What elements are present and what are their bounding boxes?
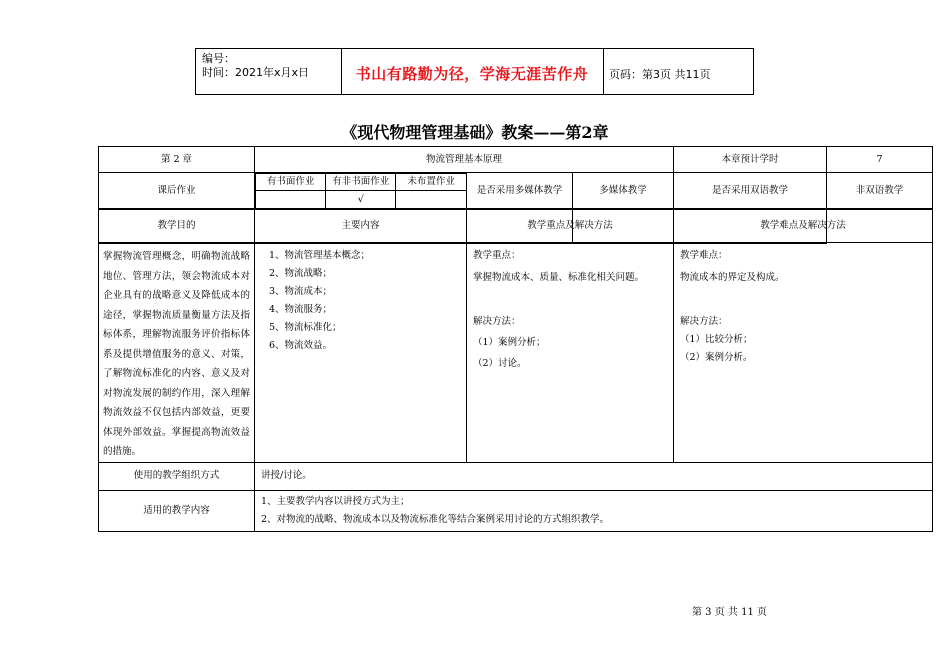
hw-written-check bbox=[256, 191, 326, 209]
hw-none-check bbox=[396, 191, 466, 209]
difficulties-header-cell: 教学难点及解决方法 bbox=[674, 209, 933, 243]
list-item: 3、物流成本； bbox=[269, 286, 333, 297]
applicable-content-lines bbox=[255, 493, 932, 529]
hw-written-option: 有书面作业 bbox=[256, 174, 326, 191]
chapter-title-cell: 物流管理基本原理 bbox=[255, 147, 674, 173]
multimedia-label-cell: 是否采用多媒体教学 bbox=[467, 173, 573, 210]
org-method-value: 讲授/讨论。 bbox=[261, 470, 312, 481]
multimedia-value-cell: 多媒体教学 bbox=[573, 173, 674, 210]
chapter-cell: 第 2 章 bbox=[99, 147, 255, 173]
lesson-plan-body bbox=[98, 208, 933, 532]
difficulties-method-heading: 解决方法： bbox=[680, 316, 728, 327]
keypoints-method-heading: 解决方法： bbox=[473, 316, 521, 327]
list-item: （1）比较分析； bbox=[680, 334, 753, 345]
list-item: 2、对物流的战略、物流成本以及物流标准化等结合案例采用讨论的方式组织教学。 bbox=[261, 513, 610, 525]
difficulties-text: 物流成本的界定及构成。 bbox=[680, 272, 785, 283]
objective-cell bbox=[99, 243, 255, 463]
list-item: （1）案例分析； bbox=[473, 337, 546, 348]
hours-label-cell: 本章预计学时 bbox=[674, 147, 827, 173]
list-item: 5、物流标准化； bbox=[269, 322, 342, 333]
page-footer: 第 3 页 共 11 页 bbox=[692, 607, 767, 618]
list-item: 6、物流效益。 bbox=[269, 340, 333, 351]
document-title: 《现代物理管理基础》教案——第2章 bbox=[341, 123, 609, 142]
time-label: 时间：2021年x月x日 bbox=[202, 66, 310, 79]
keypoints-header-cell: 教学重点及解决方法 bbox=[467, 209, 674, 243]
objective-header-cell: 教学目的 bbox=[99, 209, 255, 243]
page-code: 页码：第3页 共11页 bbox=[609, 68, 711, 81]
bilingual-label-cell: 是否采用双语教学 bbox=[674, 173, 827, 210]
keypoints-heading: 教学重点： bbox=[473, 250, 521, 261]
list-item: 4、物流服务； bbox=[269, 304, 333, 315]
header-box bbox=[195, 48, 754, 95]
homework-label-cell: 课后作业 bbox=[99, 173, 255, 210]
list-item: 2、物流战略； bbox=[269, 268, 333, 279]
objective-text: 掌握物流管理概念，明确物流战略地位、管理方法，领会物流成本对企业具有的战略意义及降低成本的途径，掌握物流质量衡量方法及指标体系，理解物流服务评价指标体系及提供增值服务的意义、对策，了解物流标准化的内容、意义及对对物流发展的制约作用，深入理解物流效益不仅包括内部效益，更要体现外部效益。掌握提高物流效益的措施。 bbox=[103, 251, 250, 457]
difficulties-heading: 教学难点： bbox=[680, 250, 728, 261]
hw-none-option: 未布置作业 bbox=[396, 174, 466, 191]
list-item: 1、物流管理基本概念； bbox=[269, 250, 371, 261]
header-divider bbox=[603, 49, 604, 94]
hw-nonwritten-check: √ bbox=[326, 191, 396, 209]
org-method-label-cell: 使用的教学组织方式 bbox=[99, 462, 255, 490]
bilingual-value-cell: 非双语教学 bbox=[827, 173, 933, 210]
content-header-cell: 主要内容 bbox=[255, 209, 467, 243]
keypoints-cell bbox=[467, 243, 674, 463]
applicable-content-label-cell: 适用的教学内容 bbox=[99, 490, 255, 531]
list-item: （2）讨论。 bbox=[473, 358, 527, 369]
number-label: 编号： bbox=[202, 52, 235, 65]
list-item: 1、主要教学内容以讲授方式为主； bbox=[261, 495, 410, 507]
contents-list bbox=[255, 243, 466, 355]
list-item: （2）案例分析。 bbox=[680, 352, 753, 363]
homework-options-cell bbox=[255, 173, 467, 210]
header-meta bbox=[202, 52, 309, 80]
hw-nonwritten-option: 有非书面作业 bbox=[326, 174, 396, 191]
hours-value-cell: 7 bbox=[827, 147, 933, 173]
contents-cell bbox=[255, 243, 467, 463]
difficulties-section bbox=[674, 243, 932, 367]
homework-options-table bbox=[255, 173, 466, 209]
keypoints-section bbox=[467, 243, 673, 373]
motto: 书山有路勤为径，学海无涯苦作舟 bbox=[355, 65, 589, 83]
keypoints-text: 掌握物流成本、质量、标准化相关问题。 bbox=[473, 272, 645, 283]
org-method-value-cell bbox=[255, 462, 933, 490]
applicable-content-cell bbox=[255, 490, 933, 531]
difficulties-cell bbox=[674, 243, 933, 463]
